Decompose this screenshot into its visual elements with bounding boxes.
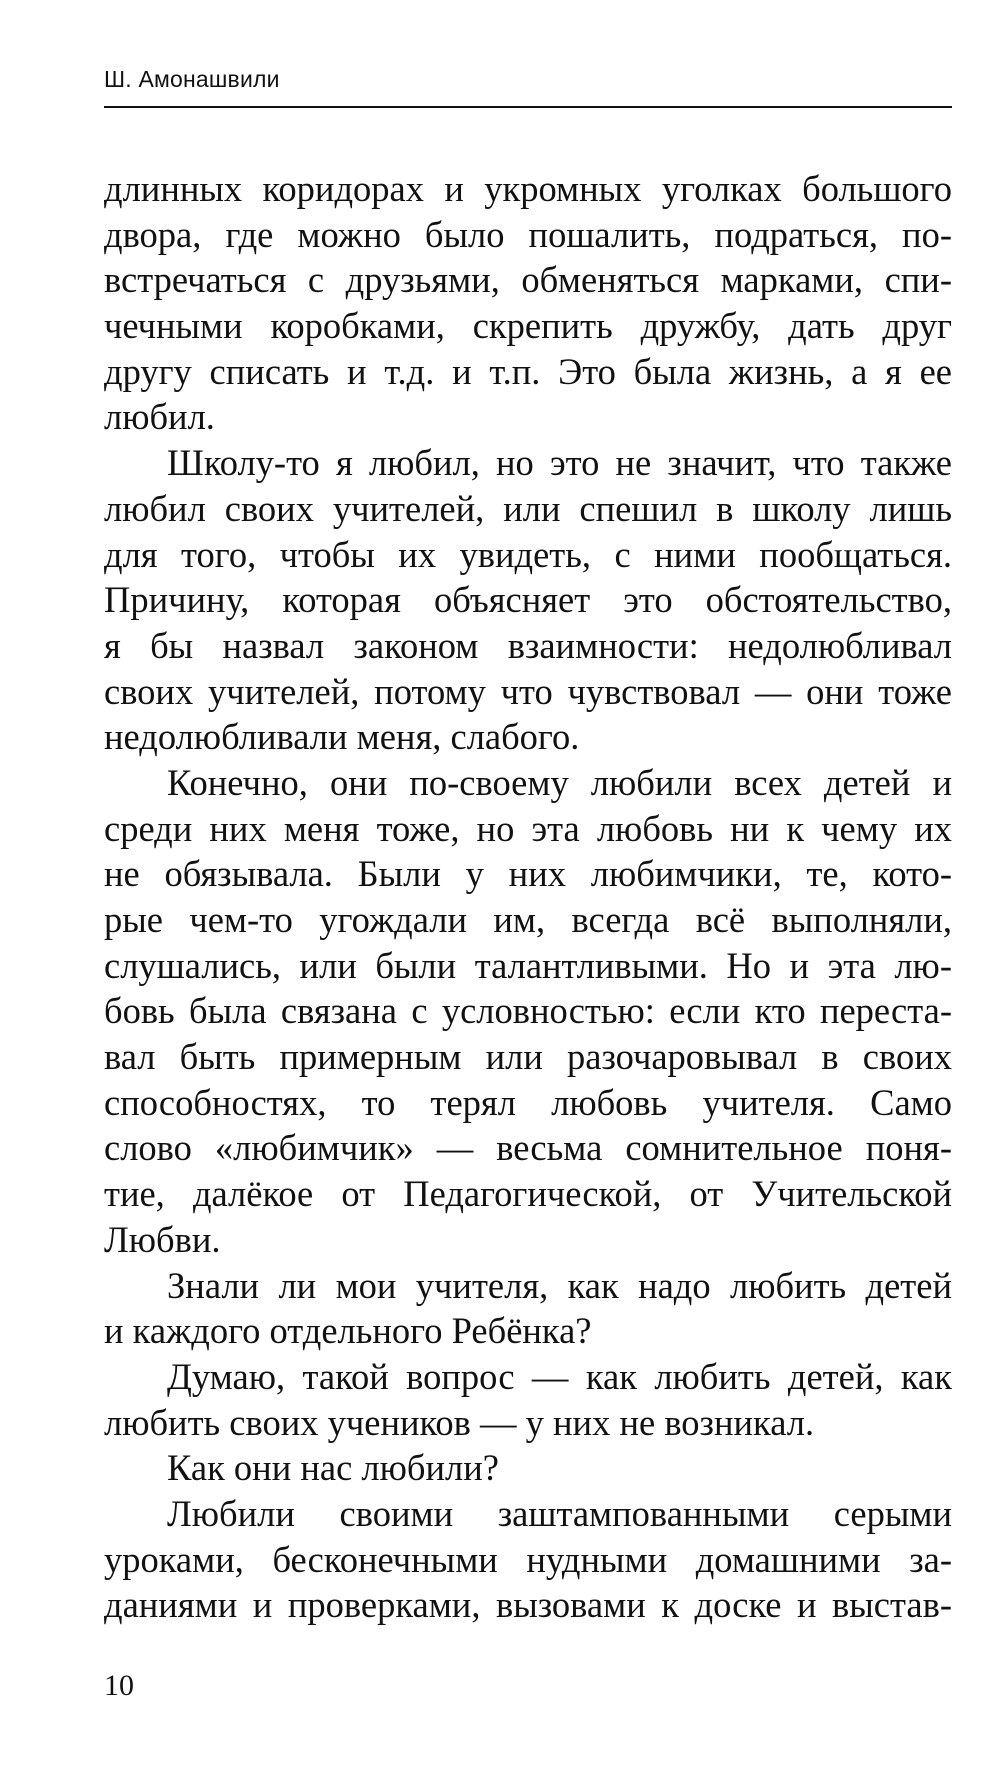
- text-line: и каждого отдельного Ребёнка?: [104, 1310, 592, 1352]
- text-line: любил.: [104, 396, 215, 438]
- text-line: недолюбливали меня, слабого.: [104, 716, 580, 758]
- text-line: слушались, или были талантливыми. Но и эта лю-: [104, 944, 952, 986]
- text-line: уроками, бесконечными нудными домашними за-: [104, 1538, 952, 1580]
- text-line: Конечно, они по-своему любили всех детей и: [167, 761, 952, 803]
- text-line: длинных коридорах и укромных уголках большого: [104, 168, 952, 209]
- text-line: рые чем-то угождали им, всегда всё выполняли,: [104, 899, 952, 940]
- text-line: для того, чтобы их увидеть, с ними пообщаться.: [104, 533, 952, 575]
- text-line: встречаться с друзьями, обменяться марками, спи-: [104, 259, 952, 301]
- text-line: любить своих учеников — у них не возникал.: [104, 1401, 815, 1443]
- header-rule: [104, 106, 952, 108]
- text-line: двора, где можно было пошалить, подраться, по-: [104, 213, 952, 255]
- text-line: Думаю, такой вопрос — как любить детей, как: [167, 1355, 952, 1397]
- text-line: даниями и проверками, вызовами к доске и выстав-: [104, 1584, 952, 1626]
- text-line: Любили своими заштампованными серыми: [167, 1492, 952, 1534]
- text-line: Как они нас любили?: [167, 1447, 499, 1489]
- text-line: я бы назвал законом взаимности: недолюбливал: [104, 624, 952, 666]
- text-line: Любви.: [104, 1218, 221, 1260]
- text-line: не обязывала. Были у них любимчики, те, кото-: [104, 853, 952, 895]
- text-line: Школу-то я любил, но это не значит, что также: [167, 442, 952, 484]
- text-line: вал быть примерным или разочаровывал в своих: [104, 1036, 952, 1078]
- page-number: 10: [104, 1669, 134, 1702]
- text-line: Знали ли мои учителя, как надо любить детей: [167, 1264, 952, 1306]
- text-line: бовь была связана с условностью: если кто переста-: [104, 990, 952, 1032]
- text-line: Причину, которая объясняет это обстоятельство,: [104, 579, 952, 621]
- running-head: Ш. Амонашвили: [104, 66, 280, 92]
- text-line: своих учителей, потому что чувствовал — они тоже: [104, 670, 952, 712]
- body-text: [104, 166, 952, 1628]
- text-line: чечными коробками, скрепить дружбу, дать друг: [104, 305, 952, 347]
- text-line: слово «любимчик» — весьма сомнительное поня-: [104, 1127, 952, 1169]
- text-line: любил своих учителей, или спешил в школу лишь: [104, 487, 952, 529]
- text-line: способностях, то терял любовь учителя. Само: [104, 1081, 952, 1123]
- text-line: тие, далёкое от Педагогической, от Учительской: [104, 1173, 952, 1215]
- text-line: другу списать и т.д. и т.п. Это была жизнь, а я ее: [104, 350, 952, 392]
- text-line: среди них меня тоже, но эта любовь ни к чему их: [104, 807, 952, 849]
